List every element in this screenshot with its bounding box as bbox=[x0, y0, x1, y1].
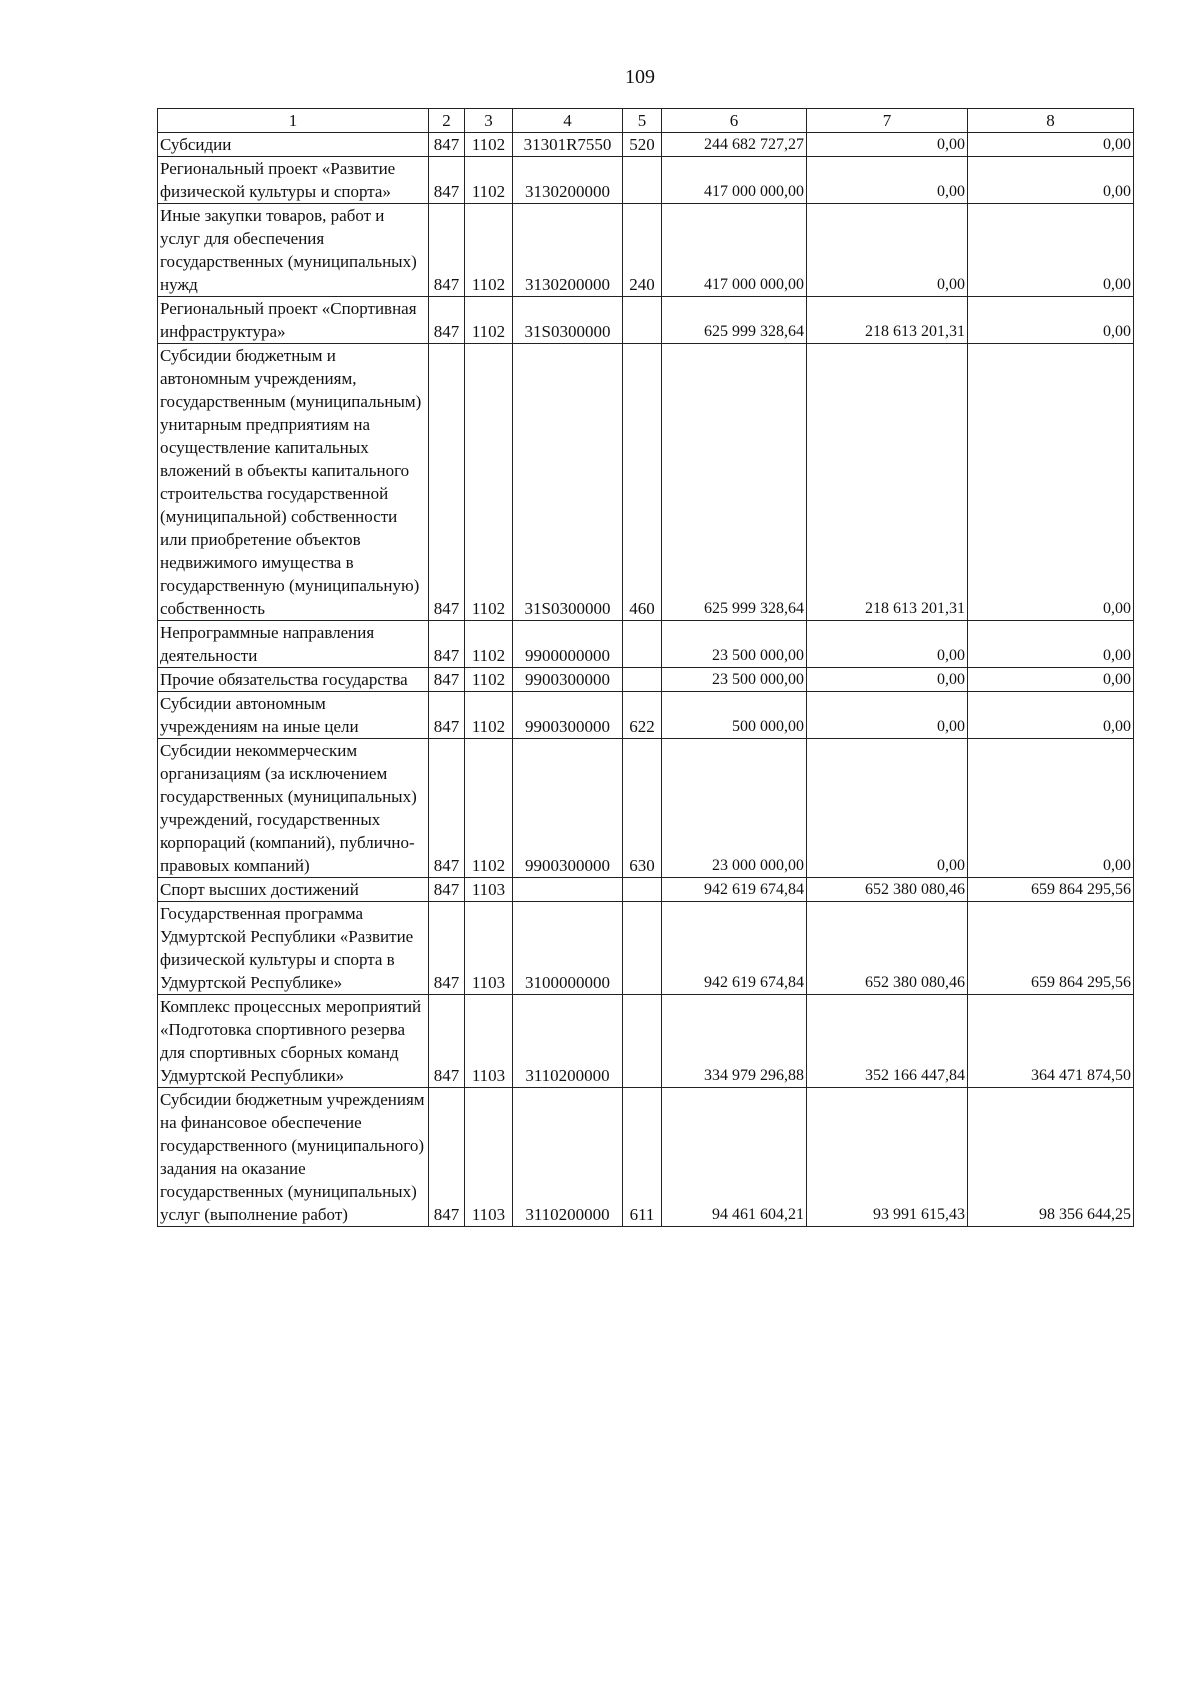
row-amount-1: 625 999 328,64 bbox=[662, 344, 807, 621]
row-name: Субсидии некоммерческим организациям (за исключением государственных (муниципальных) учреждений, государственных корпораций (компаний), публично-правовых компаний) bbox=[158, 739, 429, 878]
row-grbs: 847 bbox=[429, 878, 465, 902]
row-amount-1: 23 500 000,00 bbox=[662, 621, 807, 668]
row-amount-3: 0,00 bbox=[968, 692, 1134, 739]
table-row bbox=[158, 739, 1134, 878]
row-amount-3: 0,00 bbox=[968, 157, 1134, 204]
row-section: 1102 bbox=[465, 133, 513, 157]
table-row bbox=[158, 621, 1134, 668]
row-grbs: 847 bbox=[429, 902, 465, 995]
row-grbs: 847 bbox=[429, 133, 465, 157]
row-grbs: 847 bbox=[429, 204, 465, 297]
row-grbs: 847 bbox=[429, 621, 465, 668]
row-amount-2: 652 380 080,46 bbox=[807, 902, 968, 995]
row-name: Субсидии bbox=[158, 133, 429, 157]
row-amount-3: 364 471 874,50 bbox=[968, 995, 1134, 1088]
row-amount-3: 0,00 bbox=[968, 297, 1134, 344]
row-amount-3: 0,00 bbox=[968, 204, 1134, 297]
row-section: 1102 bbox=[465, 344, 513, 621]
page-number: 109 bbox=[625, 66, 655, 88]
table-row bbox=[158, 902, 1134, 995]
row-amount-2: 0,00 bbox=[807, 204, 968, 297]
row-amount-1: 942 619 674,84 bbox=[662, 878, 807, 902]
row-amount-2: 0,00 bbox=[807, 621, 968, 668]
table-row bbox=[158, 133, 1134, 157]
row-amount-2: 218 613 201,31 bbox=[807, 297, 968, 344]
row-expense-type bbox=[623, 297, 662, 344]
row-target-article: 9900300000 bbox=[513, 668, 623, 692]
table-row bbox=[158, 297, 1134, 344]
table-row bbox=[158, 344, 1134, 621]
row-amount-1: 94 461 604,21 bbox=[662, 1088, 807, 1227]
row-expense-type bbox=[623, 995, 662, 1088]
row-amount-1: 942 619 674,84 bbox=[662, 902, 807, 995]
row-amount-2: 218 613 201,31 bbox=[807, 344, 968, 621]
table-row bbox=[158, 204, 1134, 297]
row-name: Субсидии бюджетным учреждениям на финансовое обеспечение государственного (муниципального) задания на оказание государственных (муниципальных) услуг (выполнение работ) bbox=[158, 1088, 429, 1227]
row-grbs: 847 bbox=[429, 739, 465, 878]
row-amount-2: 0,00 bbox=[807, 133, 968, 157]
column-header: 8 bbox=[968, 109, 1134, 133]
row-grbs: 847 bbox=[429, 668, 465, 692]
row-amount-2: 652 380 080,46 bbox=[807, 878, 968, 902]
row-section: 1103 bbox=[465, 1088, 513, 1227]
row-expense-type bbox=[623, 157, 662, 204]
row-amount-2: 0,00 bbox=[807, 692, 968, 739]
row-target-article bbox=[513, 878, 623, 902]
row-grbs: 847 bbox=[429, 995, 465, 1088]
row-amount-1: 625 999 328,64 bbox=[662, 297, 807, 344]
row-target-article: 31S0300000 bbox=[513, 344, 623, 621]
row-name: Региональный проект «Развитие физической культуры и спорта» bbox=[158, 157, 429, 204]
row-amount-1: 23 500 000,00 bbox=[662, 668, 807, 692]
column-header: 2 bbox=[429, 109, 465, 133]
row-amount-2: 352 166 447,84 bbox=[807, 995, 968, 1088]
row-amount-3: 659 864 295,56 bbox=[968, 878, 1134, 902]
row-section: 1102 bbox=[465, 204, 513, 297]
row-section: 1102 bbox=[465, 621, 513, 668]
row-section: 1103 bbox=[465, 902, 513, 995]
row-amount-1: 500 000,00 bbox=[662, 692, 807, 739]
column-header: 5 bbox=[623, 109, 662, 133]
table-row bbox=[158, 1088, 1134, 1227]
table-body bbox=[158, 133, 1134, 1227]
row-amount-1: 417 000 000,00 bbox=[662, 157, 807, 204]
row-target-article: 9900300000 bbox=[513, 739, 623, 878]
row-expense-type bbox=[623, 902, 662, 995]
row-expense-type: 520 bbox=[623, 133, 662, 157]
row-name: Региональный проект «Спортивная инфраструктура» bbox=[158, 297, 429, 344]
row-amount-3: 0,00 bbox=[968, 621, 1134, 668]
row-amount-2: 0,00 bbox=[807, 668, 968, 692]
row-target-article: 31S0300000 bbox=[513, 297, 623, 344]
row-amount-2: 0,00 bbox=[807, 157, 968, 204]
row-section: 1102 bbox=[465, 692, 513, 739]
row-grbs: 847 bbox=[429, 297, 465, 344]
row-amount-1: 417 000 000,00 bbox=[662, 204, 807, 297]
table-row bbox=[158, 668, 1134, 692]
column-header: 6 bbox=[662, 109, 807, 133]
column-header: 7 bbox=[807, 109, 968, 133]
row-name: Иные закупки товаров, работ и услуг для обеспечения государственных (муниципальных) нужд bbox=[158, 204, 429, 297]
row-amount-3: 0,00 bbox=[968, 668, 1134, 692]
row-name: Спорт высших достижений bbox=[158, 878, 429, 902]
row-section: 1102 bbox=[465, 297, 513, 344]
row-target-article: 31301R7550 bbox=[513, 133, 623, 157]
row-name: Субсидии автономным учреждениям на иные цели bbox=[158, 692, 429, 739]
row-amount-3: 0,00 bbox=[968, 739, 1134, 878]
row-section: 1103 bbox=[465, 995, 513, 1088]
row-expense-type: 622 bbox=[623, 692, 662, 739]
header-row bbox=[158, 109, 1134, 133]
row-target-article: 9900300000 bbox=[513, 692, 623, 739]
row-amount-2: 93 991 615,43 bbox=[807, 1088, 968, 1227]
row-section: 1102 bbox=[465, 739, 513, 878]
row-amount-3: 659 864 295,56 bbox=[968, 902, 1134, 995]
column-header: 4 bbox=[513, 109, 623, 133]
row-grbs: 847 bbox=[429, 344, 465, 621]
row-section: 1102 bbox=[465, 668, 513, 692]
row-grbs: 847 bbox=[429, 1088, 465, 1227]
row-name: Комплекс процессных мероприятий «Подготовка спортивного резерва для спортивных сборных команд Удмуртской Республики» bbox=[158, 995, 429, 1088]
row-amount-1: 244 682 727,27 bbox=[662, 133, 807, 157]
budget-table bbox=[157, 108, 1134, 1227]
row-amount-3: 98 356 644,25 bbox=[968, 1088, 1134, 1227]
column-header: 3 bbox=[465, 109, 513, 133]
row-expense-type: 460 bbox=[623, 344, 662, 621]
row-amount-3: 0,00 bbox=[968, 133, 1134, 157]
row-grbs: 847 bbox=[429, 692, 465, 739]
row-section: 1102 bbox=[465, 157, 513, 204]
row-amount-2: 0,00 bbox=[807, 739, 968, 878]
row-target-article: 3130200000 bbox=[513, 204, 623, 297]
row-amount-1: 23 000 000,00 bbox=[662, 739, 807, 878]
row-expense-type bbox=[623, 878, 662, 902]
table-row bbox=[158, 878, 1134, 902]
row-amount-3: 0,00 bbox=[968, 344, 1134, 621]
row-name: Непрограммные направления деятельности bbox=[158, 621, 429, 668]
row-expense-type bbox=[623, 668, 662, 692]
column-header: 1 bbox=[158, 109, 429, 133]
table-row bbox=[158, 157, 1134, 204]
row-target-article: 3130200000 bbox=[513, 157, 623, 204]
table-row bbox=[158, 995, 1134, 1088]
row-name: Государственная программа Удмуртской Республики «Развитие физической культуры и спорта в Удмуртской Республике» bbox=[158, 902, 429, 995]
row-section: 1103 bbox=[465, 878, 513, 902]
row-name: Субсидии бюджетным и автономным учреждениям, государственным (муниципальным) унитарным предприятиям на осуществление капитальных вложений в объекты капитального строительства государственной (муниципальной) собственности или приобретение объектов недвижимого имущества в государственную (муниципальную) собственность bbox=[158, 344, 429, 621]
row-target-article: 9900000000 bbox=[513, 621, 623, 668]
row-target-article: 3100000000 bbox=[513, 902, 623, 995]
row-expense-type: 611 bbox=[623, 1088, 662, 1227]
row-grbs: 847 bbox=[429, 157, 465, 204]
row-expense-type: 240 bbox=[623, 204, 662, 297]
table-row bbox=[158, 692, 1134, 739]
row-expense-type bbox=[623, 621, 662, 668]
row-target-article: 3110200000 bbox=[513, 1088, 623, 1227]
row-amount-1: 334 979 296,88 bbox=[662, 995, 807, 1088]
row-expense-type: 630 bbox=[623, 739, 662, 878]
row-name: Прочие обязательства государства bbox=[158, 668, 429, 692]
row-target-article: 3110200000 bbox=[513, 995, 623, 1088]
